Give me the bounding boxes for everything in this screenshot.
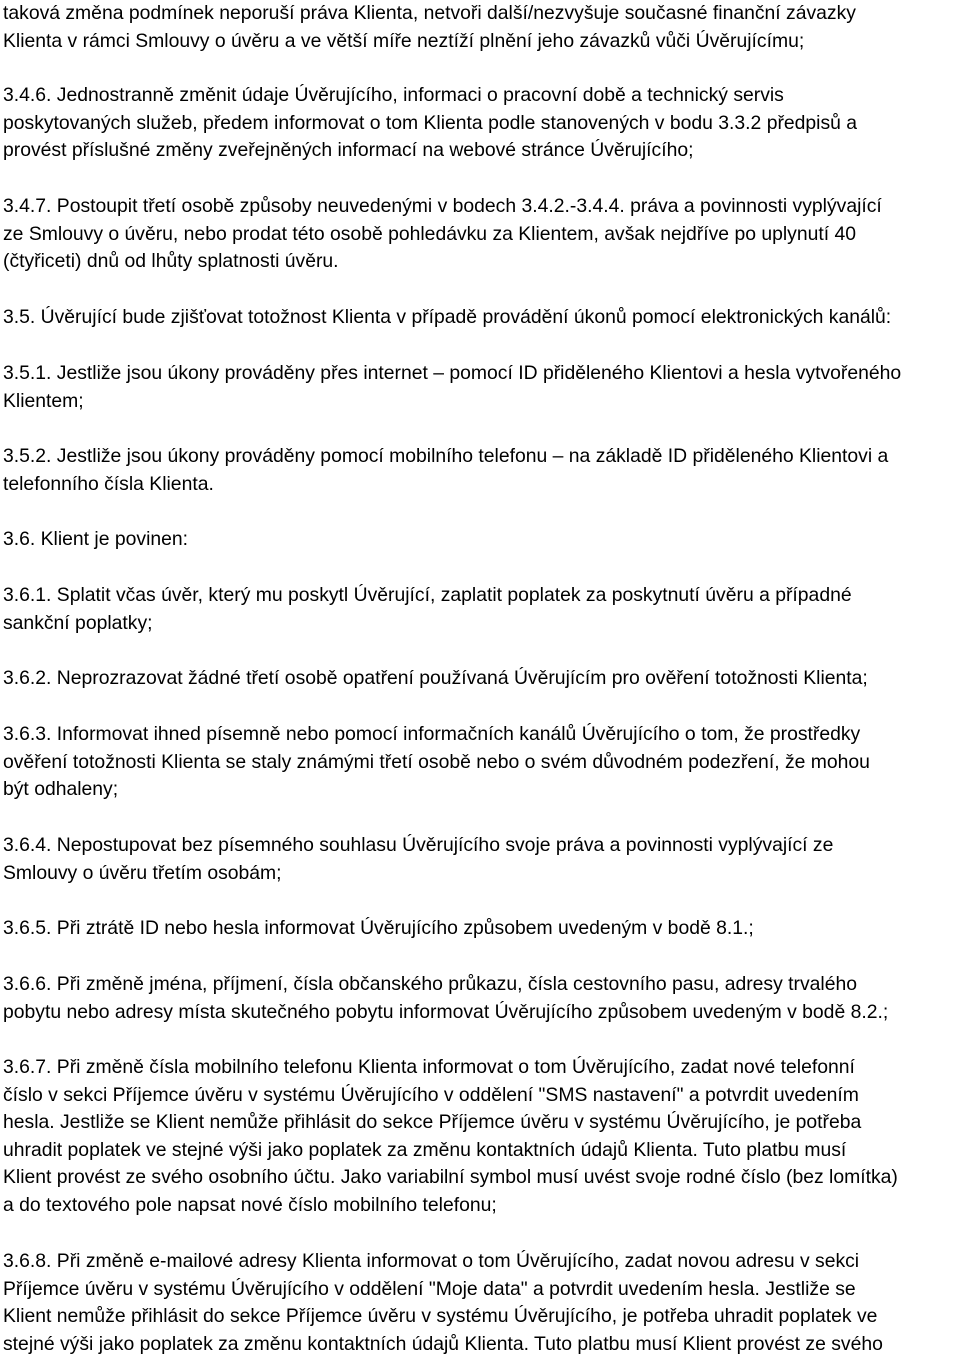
text-line: pobytu nebo adresy místa skutečného pobytu informovat Úvěrujícího způsobem uvedeným v bodě 8.2.;	[3, 1000, 889, 1023]
text-line: 3.6.7. Při změně čísla mobilního telefonu Klienta informovat o tom Úvěrujícího, zadat nové telefonní	[3, 1056, 855, 1078]
text-line: stejné výši jako poplatek za změnu kontaktních údajů Klienta. Tuto platbu musí Klient provést ze svého	[3, 1332, 883, 1355]
text-line: hesla. Jestliže se Klient nemůže přihlásit do sekce Příjemce úvěru v systému Úvěrujícího, je potřeba	[3, 1111, 862, 1134]
text-line: 3.6.6. Při změně jména, příjmení, čísla občanského průkazu, čísla cestovního pasu, adresy trvalého	[3, 973, 858, 995]
text-line: ověření totožnosti Klienta se staly známými třetí osobě nebo o svém důvodném podezření, že mohou	[3, 750, 870, 773]
text-line: ze Smlouvy o úvěru, nebo prodat této osobě pohledávku za Klientem, avšak nejdříve po uplynutí 40	[3, 222, 857, 245]
text-line: Klient nemůže přihlásit do sekce Příjemce úvěru v systému Úvěrujícího, je potřeba uhradit poplatek ve	[3, 1305, 878, 1328]
text-line: Klientem;	[3, 389, 84, 412]
text-line: 3.6.4. Nepostupovat bez písemného souhlasu Úvěrujícího svoje práva a povinnosti vyplývající ze	[3, 834, 834, 856]
text-line: Smlouvy o úvěru třetím osobám;	[3, 861, 282, 884]
text-line: taková změna podmínek neporuší práva Klienta, netvoři další/nezvyšuje současné finanční závazky	[3, 2, 856, 24]
paragraph-3-6	[3, 526, 959, 554]
paragraph-3-5-2	[3, 443, 959, 498]
text-line: Příjemce úvěru v systému Úvěrujícího v oddělení "Moje data" a potvrdit uvedením hesla. Jestliže se	[3, 1277, 856, 1300]
paragraph-3-5	[3, 304, 959, 332]
text-line: uhradit poplatek ve stejné výši jako poplatek za změnu kontaktních údajů Klienta. Tuto platbu musí	[3, 1138, 847, 1161]
text-line: Klienta v rámci Smlouvy o úvěru a ve větší míře neztíží plnění jeho závazků vůči Úvěrujícímu;	[3, 29, 805, 52]
text-line: 3.6. Klient je povinen:	[3, 528, 189, 550]
paragraph-3-6-4	[3, 832, 959, 887]
text-line: 3.6.2. Neprozrazovat žádné třetí osobě opatření používaná Úvěrujícím pro ověření totožnosti Klienta;	[3, 667, 868, 689]
text-line: 3.5.2. Jestliže jsou úkony prováděny pomocí mobilního telefonu – na základě ID přiděleného Klientovi a	[3, 445, 889, 467]
text-line: sankční poplatky;	[3, 611, 153, 634]
paragraph-3-6-5	[3, 915, 959, 943]
paragraph-3-5-1	[3, 360, 959, 415]
text-line: číslo v sekci Příjemce úvěru v systému Úvěrujícího v oddělení "SMS nastavení" a potvrdit uvedením	[3, 1083, 859, 1106]
text-line: 3.6.8. Při změně e-mailové adresy Klienta informovat o tom Úvěrujícího, zadat novou adresu v sekci	[3, 1250, 860, 1272]
paragraph-intro	[3, 0, 959, 55]
text-line: 3.4.6. Jednostranně změnit údaje Úvěrujícího, informaci o pracovní době a technický servis	[3, 84, 784, 106]
paragraph-3-6-8	[3, 1248, 959, 1358]
text-line: 3.5.1. Jestliže jsou úkony prováděny přes internet – pomocí ID přiděleného Klientovi a hesla vytvořeného	[3, 362, 902, 384]
text-line: 3.6.3. Informovat ihned písemně nebo pomocí informačních kanálů Úvěrujícího o tom, že prostředky	[3, 723, 861, 745]
paragraph-3-4-7	[3, 193, 959, 276]
paragraph-3-6-7	[3, 1054, 959, 1220]
paragraph-3-6-1	[3, 582, 959, 637]
text-line: 3.5. Úvěrující bude zjišťovat totožnost Klienta v případě provádění úkonů pomocí elektronických kanálů:	[3, 306, 892, 328]
paragraph-3-6-2	[3, 665, 959, 693]
text-line: 3.4.7. Postoupit třetí osobě způsoby neuvedenými v bodech 3.4.2.-3.4.4. práva a povinnosti vyplývající	[3, 195, 882, 217]
text-line: Klient provést ze svého osobního účtu. Jako variabilní symbol musí uvést svoje rodné číslo (bez lomítka)	[3, 1166, 898, 1189]
text-line: poskytovaných služeb, předem informovat o tom Klienta podle stanovených v bodu 3.3.2 předpisů a	[3, 111, 858, 134]
paragraph-3-6-6	[3, 971, 959, 1026]
paragraph-3-6-3	[3, 721, 959, 804]
paragraph-3-4-6	[3, 82, 959, 165]
text-line: a do textového pole napsat nové číslo mobilního telefonu;	[3, 1193, 497, 1216]
text-line: 3.6.5. Při ztrátě ID nebo hesla informovat Úvěrujícího způsobem uvedeným v bodě 8.1.;	[3, 917, 754, 939]
text-line: telefonního čísla Klienta.	[3, 472, 214, 495]
text-line: být odhaleny;	[3, 778, 119, 801]
text-line: 3.6.1. Splatit včas úvěr, který mu poskytl Úvěrující, zaplatit poplatek za poskytnutí úvěru a případné	[3, 584, 852, 606]
text-line: (čtyřiceti) dnů od lhůty splatnosti úvěru.	[3, 250, 339, 273]
text-line: provést příslušné změny zveřejněných informací na webové stránce Úvěrujícího;	[3, 139, 694, 162]
